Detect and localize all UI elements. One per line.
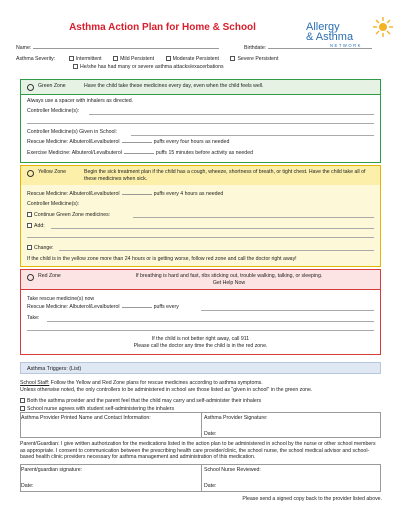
smile-icon [27, 84, 34, 91]
yellow-rescue-puffs[interactable] [122, 194, 152, 195]
nurse-agrees-checkbox[interactable] [20, 406, 25, 411]
provider-section: Asthma Provider Printed Name and Contact Information: Asthma Provider Signature: Date: [20, 412, 381, 438]
birthdate-field[interactable] [268, 48, 372, 49]
green-zone: Green Zone Have the child take these medicines every day, even when the child feels well. Always use a spacer with inhalers as directed. Controller Medicine(s): Controller Medicine(s) Given in School: Rescue Medicine: Albuterol/Levalbuterol puffs every four hours as needed Exercise Medicine: Albuterol/Levalbuterol puffs 15 minutes before activity as needed [20, 79, 381, 163]
continue-field[interactable] [133, 217, 374, 218]
neutral-face-icon [27, 170, 34, 177]
green-zone-header: Green Zone Have the child take these medicines every day, even when the child feels well. [21, 80, 380, 95]
page-title: Asthma Action Plan for Home & School [69, 22, 256, 33]
severity-severe-checkbox[interactable] [230, 56, 235, 61]
take-field-2[interactable] [27, 330, 374, 331]
exacerbation-row: He/she has had many or severe asthma attacks/exacerbations [73, 64, 224, 71]
severity-row: Asthma Severity: Intermittent Mild Persistent Moderate Persistent Severe Persistent [16, 56, 279, 63]
change-field[interactable] [59, 250, 374, 251]
add-field[interactable] [51, 228, 374, 229]
footer-note: Please send a signed copy back to the provider listed above. [242, 496, 382, 502]
logo-text: Allergy & Asthma [306, 21, 354, 43]
school-controller-field[interactable] [131, 135, 374, 136]
parent-authorization: Parent/Guardian: I give written authorization for the medications listed in the action plan to be administered in school by the nurse or other school members as appropriate. I consent to communication between the prescribing health care provider/clinic, the school nurse, the school medical advisor and school-based health clinic providers necessary for asthma management and administration of this medication. [20, 441, 376, 460]
exacerbation-checkbox[interactable] [73, 64, 78, 69]
red-rescue-interval[interactable] [201, 310, 374, 311]
add-checkbox[interactable] [27, 223, 32, 228]
severity-mild-checkbox[interactable] [113, 56, 118, 61]
sad-face-icon [27, 274, 34, 281]
yellow-zone: Yellow Zone Begin the sick treatment plan if the child has a cough, wheeze, shortness of breath, or tight chest. Have the child take all of these medicines when sick. Rescue Medicine: Albuterol/Levalbuterol puffs every 4 hours as needed Controller Medicine(s): Continue Green Zone medicines: Add: Change: If the child is in the yellow zone more than 24 hours or is getting worse, follow red zone and call the doctor right away! [20, 165, 381, 267]
take-field[interactable] [47, 321, 374, 322]
controller-field[interactable] [89, 114, 374, 115]
green-rescue-puffs[interactable] [122, 142, 152, 143]
red-zone: Red Zone If breathing is hard and fast, ribs sticking out, trouble walking, talking, or sleeping. Get Help Now Take rescue medicine(s) now Rescue Medicine: Albuterol/Levalbuterol puffs every Take: If the child is not better right away, call 911 Please call the doctor any time the child is in the red zone. [20, 269, 381, 355]
controller-field-2[interactable] [27, 123, 374, 124]
exercise-puffs[interactable] [124, 153, 154, 154]
asthma-triggers-bar: Asthma Triggers: (List) [20, 362, 381, 374]
birthdate-row: Birthdate: [244, 45, 372, 52]
sun-icon [372, 16, 394, 38]
school-staff-section: School Staff: Follow the Yellow and Red Zone plans for rescue medicines according to asthma symptoms. Unless otherwise noted, the only controllers to be administered in school are those listed as "given in school" in the green zone. Both the asthma provider and the parent feel that the child may carry and self-administer their inhalers School nurse agrees with student self-administering the inhalers [20, 380, 313, 412]
severity-moderate-checkbox[interactable] [166, 56, 171, 61]
signature-section: Parent/guardian signature: School Nurse Reviewed: Date: Date: [20, 464, 381, 492]
logo-subtext: NETWORK [330, 43, 362, 48]
name-field[interactable] [33, 48, 219, 49]
red-zone-header: Red Zone If breathing is hard and fast, ribs sticking out, trouble walking, talking, or sleeping. Get Help Now [21, 270, 380, 290]
severity-intermittent-checkbox[interactable] [69, 56, 74, 61]
change-checkbox[interactable] [27, 245, 32, 250]
continue-green-checkbox[interactable] [27, 212, 32, 217]
add-field-2[interactable] [27, 237, 374, 238]
name-row: Name: [16, 45, 219, 52]
red-rescue-puffs[interactable] [122, 307, 152, 308]
carry-inhaler-checkbox[interactable] [20, 398, 25, 403]
yellow-zone-header: Yellow Zone Begin the sick treatment plan if the child has a cough, wheeze, shortness of breath, or tight chest. Have the child take all of these medicines when sick. [21, 166, 380, 185]
